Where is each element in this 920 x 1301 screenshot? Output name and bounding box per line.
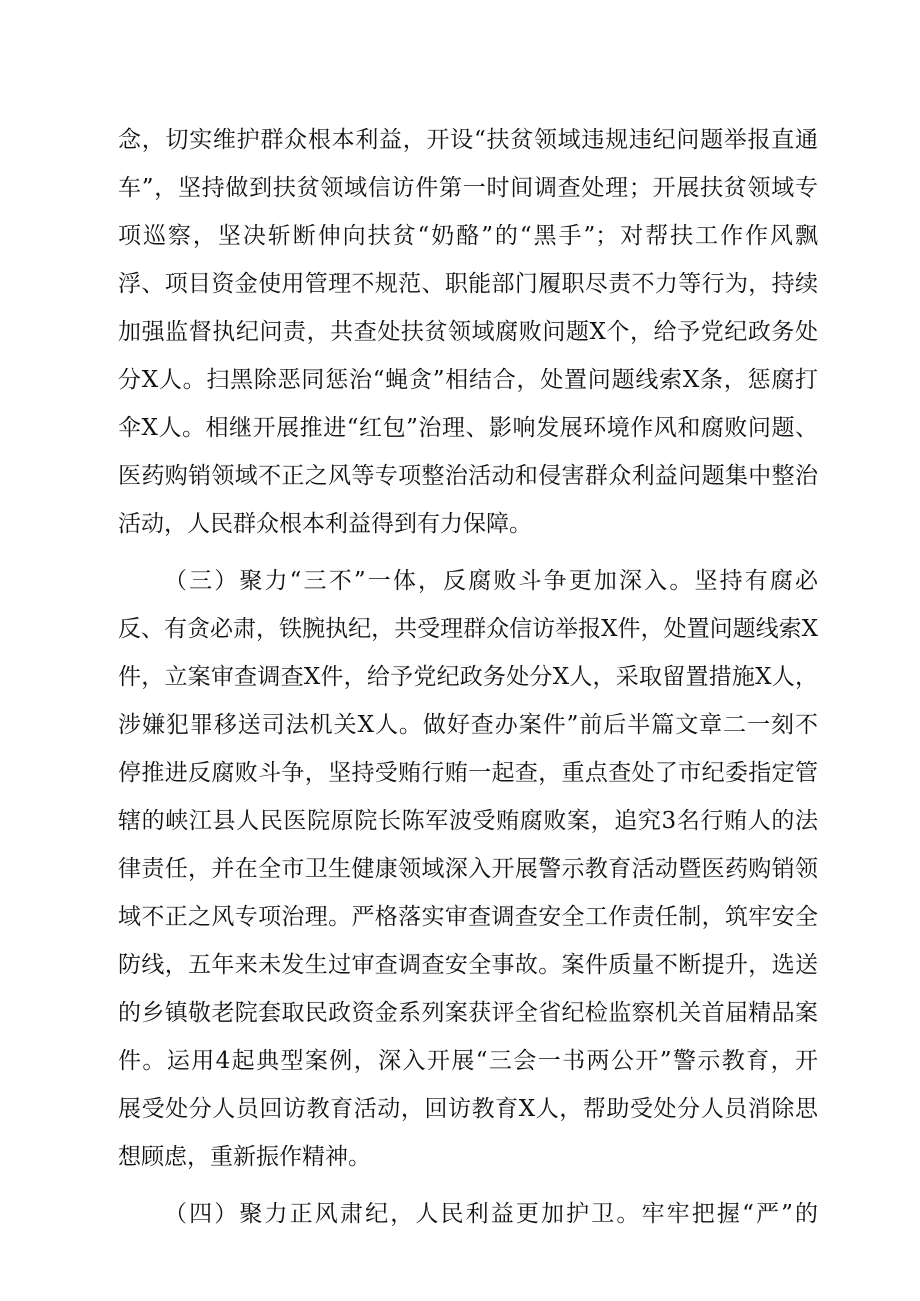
section-heading-line: （三）聚力“三不”一体，反腐败斗争更加深入。坚持有腐必 xyxy=(164,568,818,594)
text-line: 防线，五年来未发生过审查调查安全事故。案件质量不断提升，选送 xyxy=(118,952,818,978)
text-line: 伞X人。相继开展推进“红包”治理、影响发展环境作风和腐败问题、 xyxy=(118,415,818,441)
text-line: 车”，坚持做到扶贫领域信访件第一时间调查处理；开展扶贫领域专 xyxy=(118,175,818,201)
text-line: 项巡察，坚决斩断伸向扶贫“奶酪”的“黑手”；对帮扶工作作风飘 xyxy=(118,223,818,249)
text-line: 加强监督执纪问责，共查处扶贫领域腐败问题X个，给予党纪政务处 xyxy=(118,319,818,345)
section-heading-line: （四）聚力正风肃纪，人民利益更加护卫。牢牢把握“严”的 xyxy=(164,1201,818,1227)
paragraph-end-line: 想顾虑，重新振作精神。 xyxy=(118,1144,371,1170)
text-line: 件。运用4起典型案例，深入开展“三会一书两公开”警示教育，开 xyxy=(118,1048,818,1074)
text-line: 医药购销领域不正之风等专项整治活动和侵害群众利益问题集中整治 xyxy=(118,463,818,489)
text-line: 反、有贪必肃，铁腕执纪，共受理群众信访举报X件，处置问题线索X xyxy=(118,616,818,642)
text-line: 的乡镇敬老院套取民政资金系列案获评全省纪检监察机关首届精品案 xyxy=(118,1000,818,1026)
text-line: 展受处分人员回访教育活动，回访教育X人，帮助受处分人员消除思 xyxy=(118,1096,818,1122)
text-line: 念，切实维护群众根本利益，开设“扶贫领域违规违纪问题举报直通 xyxy=(118,127,818,153)
text-line: 域不正之风专项治理。严格落实审查调查安全工作责任制，筑牢安全 xyxy=(118,904,818,930)
paragraph-end-line: 活动，人民群众根本利益得到有力保障。 xyxy=(118,511,532,537)
text-line: 浮、项目资金使用管理不规范、职能部门履职尽责不力等行为，持续 xyxy=(118,271,818,297)
text-line: 涉嫌犯罪移送司法机关X人。做好查办案件”前后半篇文章二一刻不 xyxy=(118,712,818,738)
text-line: 件，立案审查调查X件，给予党纪政务处分X人，采取留置措施X人， xyxy=(118,664,818,690)
text-line: 停推进反腐败斗争，坚持受贿行贿一起查，重点查处了市纪委指定管 xyxy=(118,760,818,786)
text-line: 辖的峡江县人民医院原院长陈军波受贿腐败案，追究3名行贿人的法 xyxy=(118,808,818,834)
text-line: 分X人。扫黑除恶同惩治“蝇贪”相结合，处置问题线索X条，惩腐打 xyxy=(118,367,818,393)
text-line: 律责任，并在全市卫生健康领域深入开展警示教育活动暨医药购销领 xyxy=(118,856,818,882)
